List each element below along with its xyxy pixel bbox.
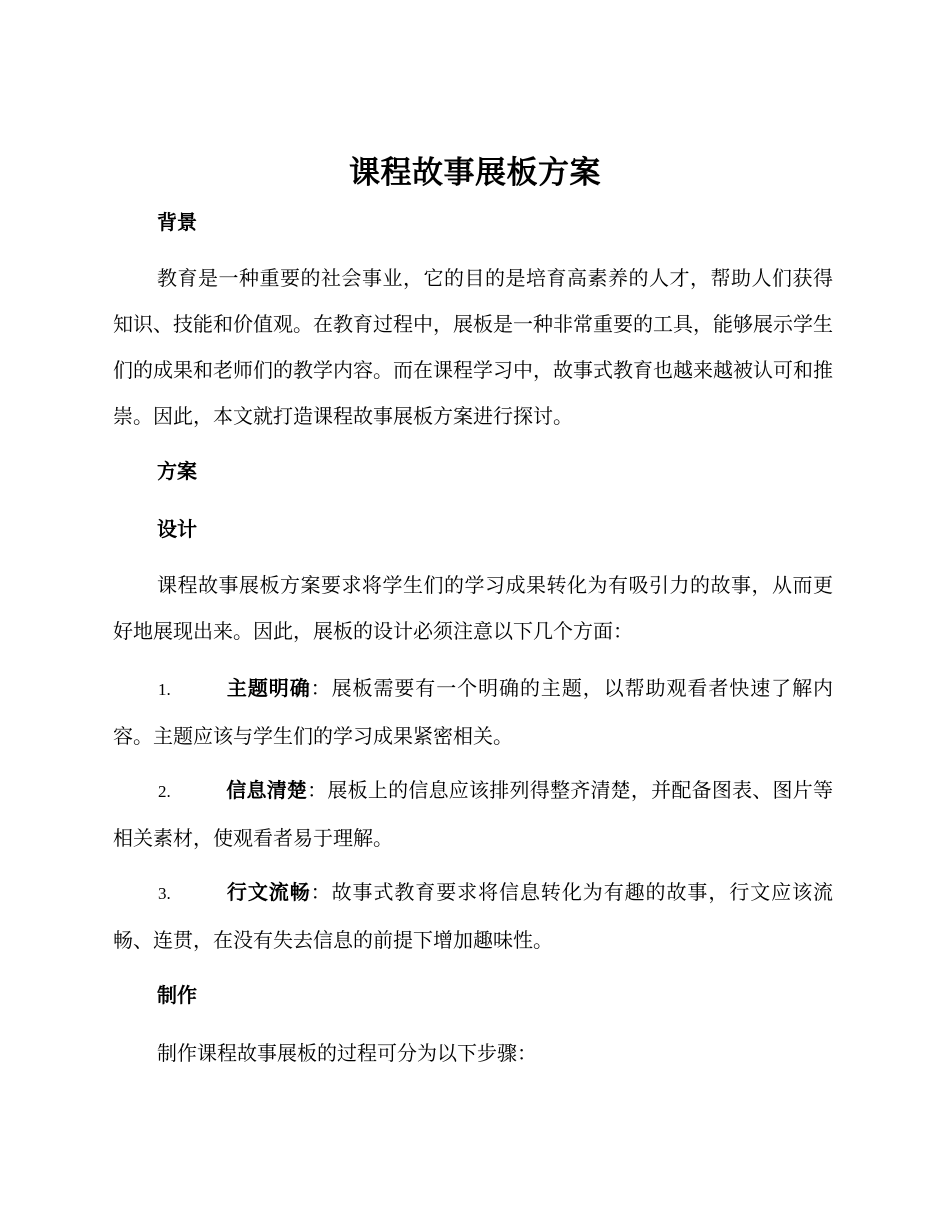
list-text: ：展板需要有一个明确的主题，以帮助观看者快速了解内容。主题应该与学生们的学习成果紧密相关。 bbox=[113, 676, 834, 748]
section-heading-design: 设计 bbox=[157, 517, 197, 541]
background-paragraph: 教育是一种重要的社会事业，它的目的是培育高素养的人才，帮助人们获得知识、技能和价值观。在教育过程中，展板是一种非常重要的工具，能够展示学生们的成果和老师们的教学内容。而在课程学习中，故事式教育也越来越被认可和推崇。因此，本文就打造课程故事展板方案进行探讨。 bbox=[113, 266, 833, 428]
list-term: 信息清楚 bbox=[226, 778, 308, 802]
section-heading-background: 背景 bbox=[157, 210, 197, 234]
list-number: 3. bbox=[158, 884, 171, 903]
design-list-item bbox=[113, 869, 833, 963]
list-text: ：故事式教育要求将信息转化为有趣的故事，行文应该流畅、连贯，在没有失去信息的前提下增加趣味性。 bbox=[113, 880, 834, 952]
list-term: 行文流畅 bbox=[226, 880, 311, 904]
list-number: 2. bbox=[158, 782, 171, 801]
list-term: 主题明确 bbox=[226, 676, 311, 700]
list-text: ：展板上的信息应该排列得整齐清楚，并配备图表、图片等相关素材，使观看者易于理解。 bbox=[113, 778, 834, 850]
design-list-item bbox=[113, 665, 833, 759]
section-heading-production: 制作 bbox=[157, 983, 197, 1007]
document-title: 课程故事展板方案 bbox=[349, 155, 601, 191]
production-paragraph: 制作课程故事展板的过程可分为以下步骤： bbox=[157, 1041, 537, 1065]
design-paragraph: 课程故事展板方案要求将学生们的学习成果转化为有吸引力的故事，从而更好地展现出来。因此，展板的设计必须注意以下几个方面： bbox=[113, 573, 833, 643]
section-heading-plan: 方案 bbox=[157, 459, 197, 483]
list-number: 1. bbox=[158, 680, 171, 699]
design-list-item bbox=[113, 767, 833, 861]
